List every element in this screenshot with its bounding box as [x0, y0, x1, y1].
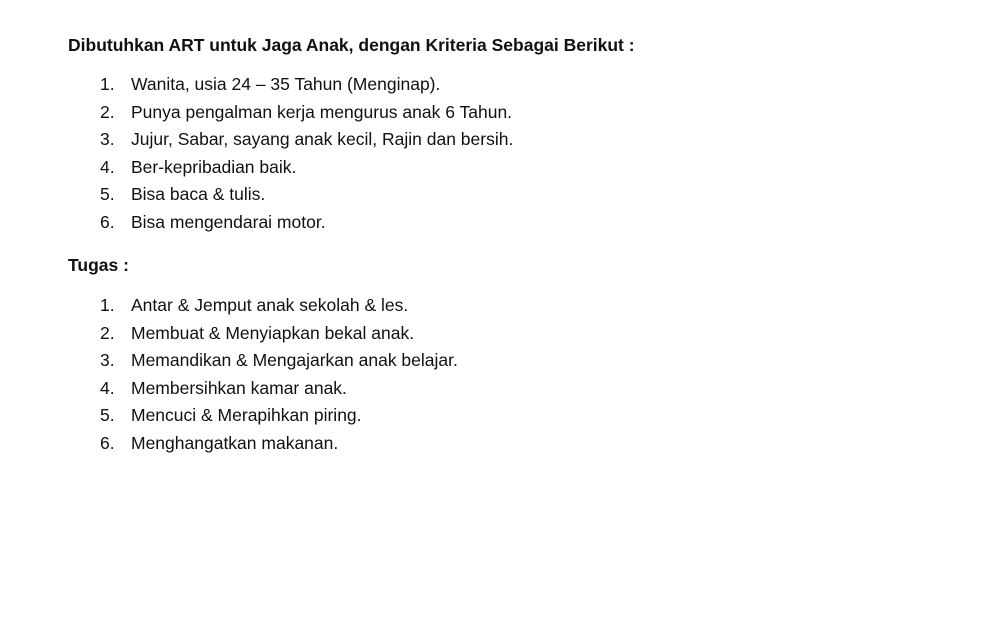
criteria-item-text: Wanita, usia 24 – 35 Tahun (Menginap).: [131, 74, 441, 94]
criteria-item-text: Jujur, Sabar, sayang anak kecil, Rajin dan bersih.: [131, 129, 514, 150]
criteria-item-number: 5.: [100, 184, 115, 205]
criteria-item-text: Ber-kepribadian baik.: [131, 156, 297, 177]
criteria-item-text: Bisa baca & tulis.: [131, 184, 266, 205]
criteria-item-number: 1.: [100, 74, 115, 94]
task-item-text: Membuat & Menyiapkan bekal anak.: [131, 322, 415, 343]
criteria-item-number: 3.: [100, 129, 115, 150]
task-item-text: Mencuci & Merapihkan piring.: [131, 405, 362, 426]
criteria-item-number: 2.: [100, 101, 115, 122]
task-item-number: 2.: [100, 322, 115, 343]
task-item-text: Membersihkan kamar anak.: [131, 377, 347, 398]
criteria-item-text: Punya pengalman kerja mengurus anak 6 Tahun.: [131, 101, 513, 122]
task-item-number: 4.: [100, 377, 115, 398]
criteria-item-number: 6.: [100, 211, 115, 232]
task-item-text: Antar & Jemput anak sekolah & les.: [131, 295, 409, 315]
tasks-heading: Tugas :: [68, 255, 129, 275]
task-item-number: 6.: [100, 432, 115, 453]
task-item-number: 1.: [100, 295, 115, 315]
task-item-text: Menghangatkan makanan.: [131, 432, 339, 453]
task-item-number: 5.: [100, 405, 115, 426]
task-item-number: 3.: [100, 350, 115, 371]
criteria-heading: Dibutuhkan ART untuk Jaga Anak, dengan Kriteria Sebagai Berikut :: [68, 35, 635, 55]
task-item-text: Memandikan & Mengajarkan anak belajar.: [131, 350, 458, 371]
criteria-item-number: 4.: [100, 156, 115, 177]
criteria-item-text: Bisa mengendarai motor.: [131, 211, 326, 232]
